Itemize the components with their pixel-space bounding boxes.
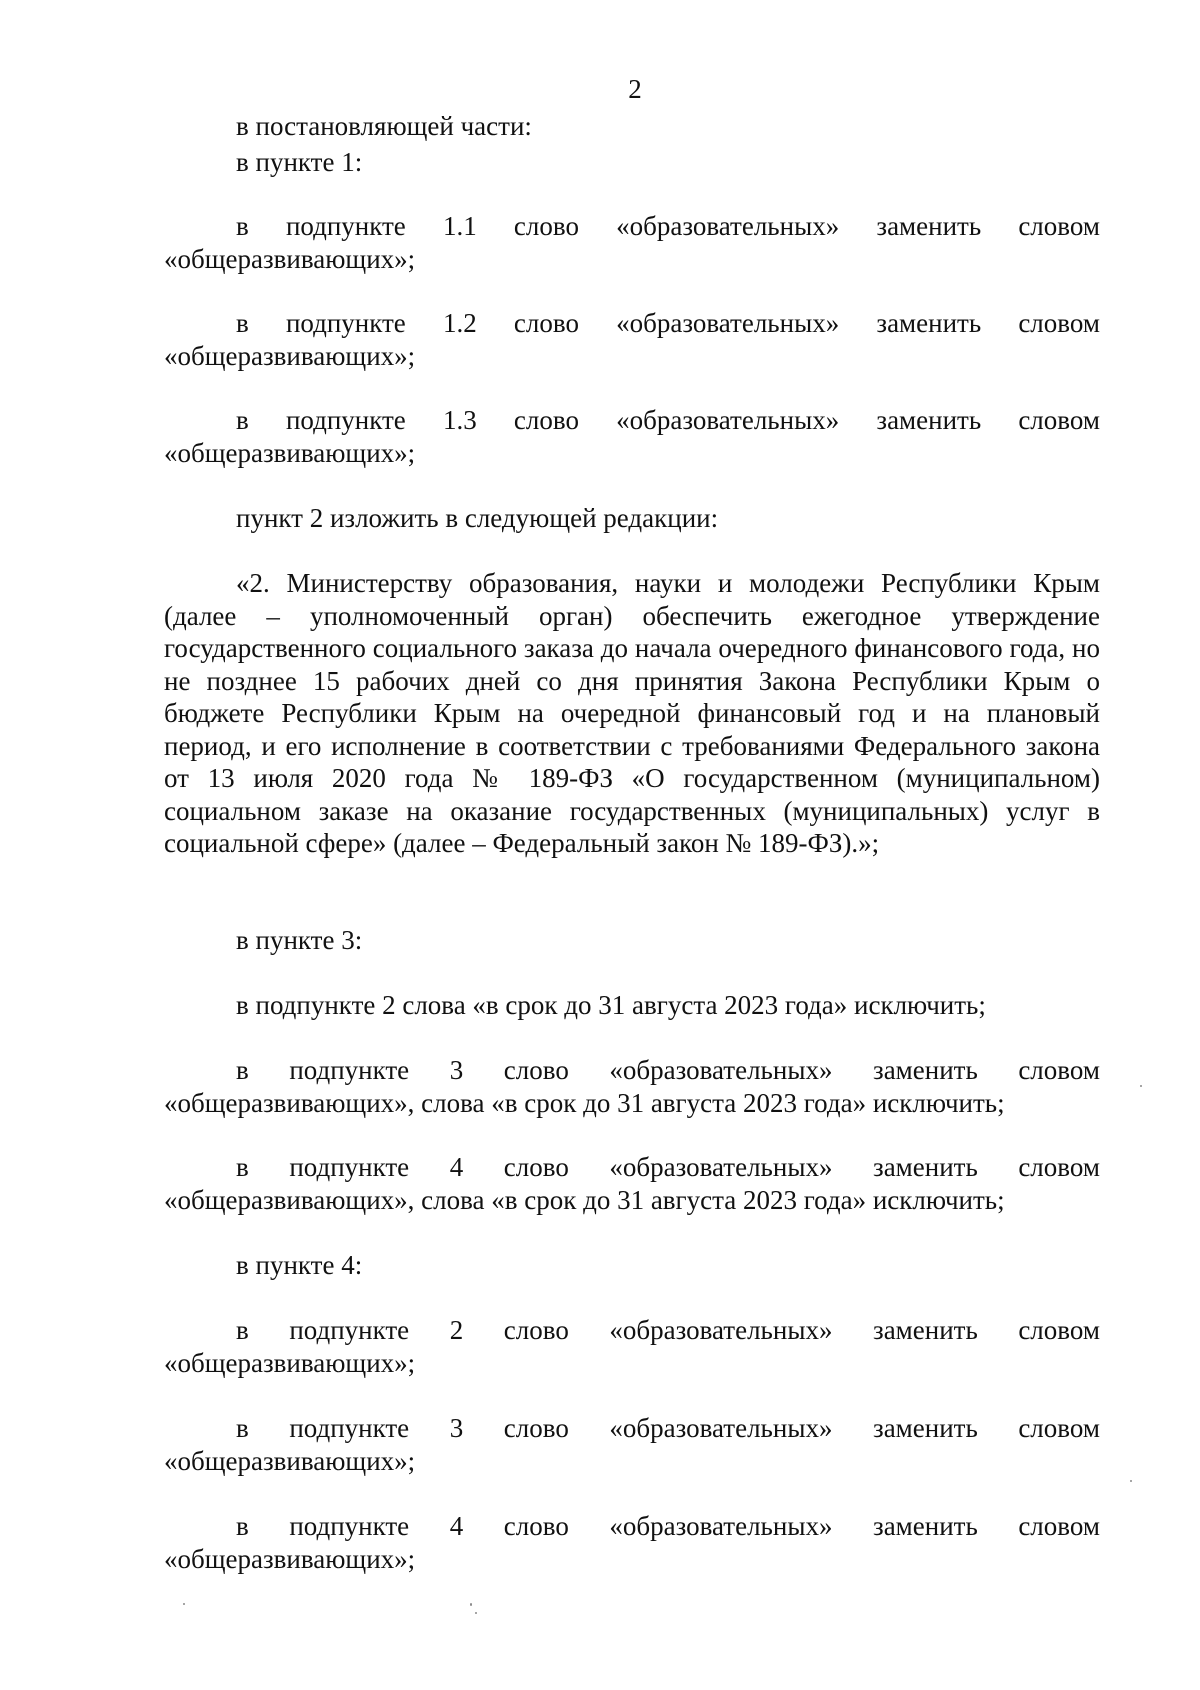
item1-sub1-line xyxy=(236,210,1100,242)
word: заменить xyxy=(876,211,982,241)
word: словом xyxy=(1018,1511,1100,1541)
word: заменить xyxy=(873,1413,978,1443)
word: «образовательных» xyxy=(609,1413,833,1443)
item4-sub2-continuation: «общеразвивающих»; xyxy=(164,1348,416,1378)
word: в xyxy=(236,1511,249,1541)
item1-sub1-continuation: «общеразвивающих»; xyxy=(164,244,416,274)
word: слово xyxy=(503,1315,569,1345)
item1-sub2-continuation: «общеразвивающих»; xyxy=(164,341,416,371)
word: «образовательных» xyxy=(616,405,840,435)
word: «образовательных» xyxy=(609,1055,833,1085)
word: подпункте xyxy=(285,405,406,435)
word: 3 xyxy=(449,1055,464,1085)
word: в xyxy=(236,405,249,435)
word: словом xyxy=(1018,1055,1100,1085)
word: слово xyxy=(503,1152,569,1182)
item1-sub3-line xyxy=(236,404,1100,436)
item3-sub3-continuation: «общеразвивающих», слова «в срок до 31 августа 2023 года» исключить; xyxy=(164,1088,1005,1118)
item2-header: пункт 2 изложить в следующей редакции: xyxy=(236,503,719,533)
item1-sub3-continuation: «общеразвивающих»; xyxy=(164,438,416,468)
word: заменить xyxy=(873,1152,978,1182)
item2-quote xyxy=(164,567,1100,860)
word: слово xyxy=(513,211,579,241)
scan-speck xyxy=(183,1603,185,1605)
word: словом xyxy=(1018,211,1100,241)
item4-sub4-continuation: «общеразвивающих»; xyxy=(164,1544,416,1574)
item1-sub2-line xyxy=(236,307,1100,339)
word: слово xyxy=(503,1511,569,1541)
item3-header: в пункте 3: xyxy=(236,925,363,955)
scan-speck xyxy=(475,1612,477,1614)
word: подпункте xyxy=(289,1413,410,1443)
word: слово xyxy=(513,405,579,435)
word: слово xyxy=(503,1413,569,1443)
word: словом xyxy=(1018,1413,1100,1443)
word: 4 xyxy=(449,1152,464,1182)
item4-sub3-continuation: «общеразвивающих»; xyxy=(164,1446,416,1476)
word: подпункте xyxy=(289,1511,410,1541)
word: заменить xyxy=(876,308,982,338)
word: словом xyxy=(1018,405,1100,435)
word: в xyxy=(236,308,249,338)
word: слово xyxy=(503,1055,569,1085)
scan-speck xyxy=(470,1603,472,1606)
word: 1.2 xyxy=(442,308,477,338)
word: в xyxy=(236,1413,249,1443)
item2-quote-text: «2. Министерству образования, науки и молодежи Республики Крым (далее – уполномоченный орган) обеспечить ежегодное утверждение государственного социального заказа до начала очередного финансового года, но не позднее 15 рабочих дней со дня принятия Закона Республики Крым о бюджете Республики Крым на очередной финансовый год и на плановый период, и его исполнение в соответствии с требованиями Федерального закона от 13 июля 2020 года № 189-ФЗ «О государственном (муниципальном) социальном заказе на оказание государственных (муниципальных) услуг в социальной сфере» (далее – Федеральный закон № 189-ФЗ).»; xyxy=(164,568,1100,858)
word: в xyxy=(236,1152,249,1182)
word: 1.3 xyxy=(442,405,477,435)
word: словом xyxy=(1018,1152,1100,1182)
word: «образовательных» xyxy=(616,308,840,338)
item3-sub3-line xyxy=(236,1054,1100,1086)
word: словом xyxy=(1018,308,1100,338)
word: «образовательных» xyxy=(616,211,840,241)
word: подпункте xyxy=(285,211,406,241)
item4-sub4-line xyxy=(236,1510,1100,1542)
word: заменить xyxy=(873,1315,978,1345)
word: 4 xyxy=(449,1511,464,1541)
word: 3 xyxy=(449,1413,464,1443)
item1-header: в пункте 1: xyxy=(236,147,363,177)
item4-header: в пункте 4: xyxy=(236,1250,363,1280)
word: 1.1 xyxy=(442,211,477,241)
page-number: 2 xyxy=(628,74,642,104)
word: в xyxy=(236,1315,249,1345)
word: заменить xyxy=(876,405,982,435)
word: слово xyxy=(513,308,579,338)
item3-sub4-line xyxy=(236,1151,1100,1183)
word: словом xyxy=(1018,1315,1100,1345)
word: 2 xyxy=(449,1315,464,1345)
item4-sub3-line xyxy=(236,1412,1100,1444)
word: подпункте xyxy=(289,1152,410,1182)
word: в xyxy=(236,211,249,241)
word: заменить xyxy=(873,1055,978,1085)
intro-line: в постановляющей части: xyxy=(236,111,532,141)
word: «образовательных» xyxy=(609,1152,833,1182)
item3-sub2: в подпункте 2 слова «в срок до 31 августа 2023 года» исключить; xyxy=(236,990,986,1020)
word: заменить xyxy=(873,1511,978,1541)
word: подпункте xyxy=(289,1055,410,1085)
scan-speck xyxy=(1130,1480,1132,1482)
scan-speck xyxy=(1140,1085,1142,1087)
item3-sub4-continuation: «общеразвивающих», слова «в срок до 31 августа 2023 года» исключить; xyxy=(164,1185,1005,1215)
word: «образовательных» xyxy=(609,1315,833,1345)
word: подпункте xyxy=(285,308,406,338)
word: в xyxy=(236,1055,249,1085)
word: подпункте xyxy=(289,1315,410,1345)
word: «образовательных» xyxy=(609,1511,833,1541)
item4-sub2-line xyxy=(236,1314,1100,1346)
